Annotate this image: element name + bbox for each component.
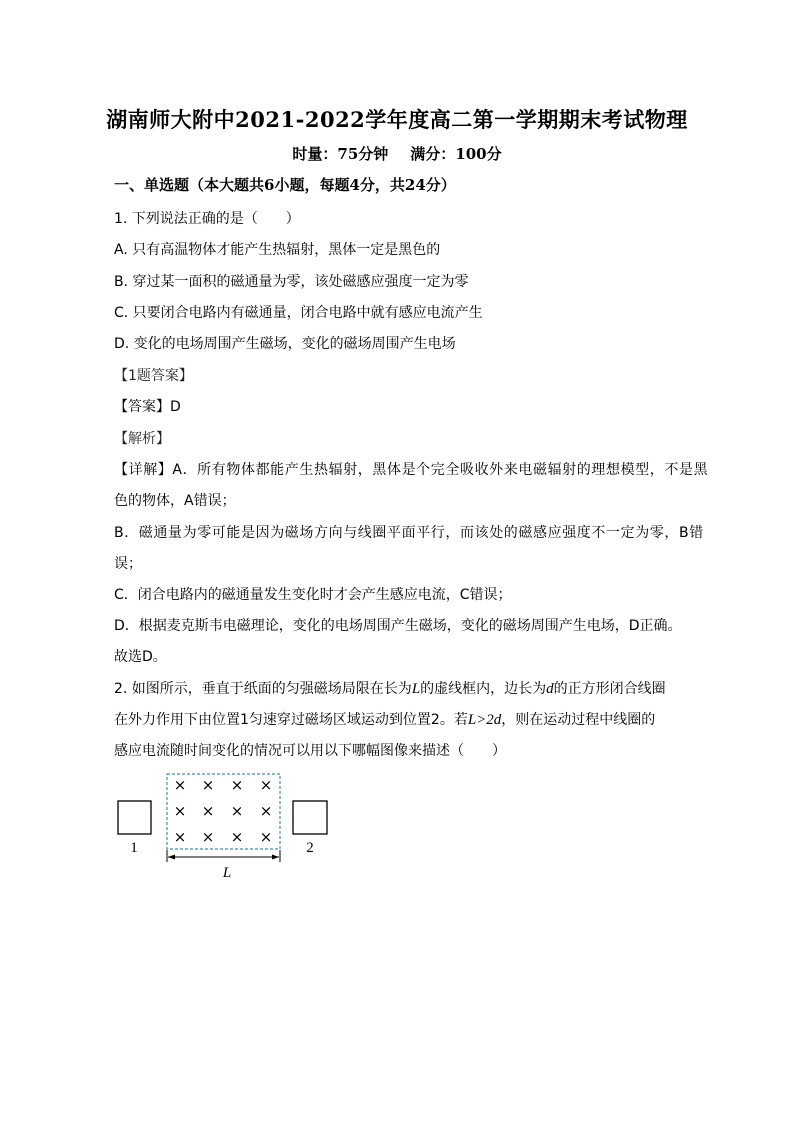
exam-title: 湖南师大附中2021-2022学年度高二第一学期期末考试物理 — [106, 107, 688, 132]
q1-detail-line: 误； — [114, 556, 142, 572]
q1-answer: 【答案】D — [114, 399, 181, 415]
q1-option-c: C. 只要闭合电路内有磁通量，闭合电路中就有感应电流产生 — [114, 305, 483, 321]
condition-L-gt-2d: L>2d — [467, 712, 502, 728]
field-cross-symbol: × — [259, 828, 273, 846]
position-1-label: 1 — [130, 840, 138, 856]
variable-L: L — [411, 681, 421, 697]
dimension-arrow-left — [168, 855, 175, 860]
q1-analysis-tag: 【解析】 — [114, 431, 170, 447]
coil-position-2 — [293, 801, 327, 834]
field-cross-symbol: × — [173, 776, 187, 794]
q1-stem: 1. 下列说法正确的是（ ） — [114, 211, 300, 227]
field-cross-symbol: × — [173, 828, 187, 846]
score-label: 满分：100分 — [410, 145, 502, 163]
position-2-label: 2 — [306, 840, 314, 856]
q2-stem-line-1: 2. 如图所示，垂直于纸面的匀强磁场局限在长为L的虚线框内，边长为d的正方形闭合线圈 — [114, 681, 666, 697]
q1-detail-line: 故选D。 — [114, 649, 167, 665]
field-cross-symbol: × — [201, 776, 215, 794]
q1-detail-line: C．闭合电路内的磁通量发生变化时才会产生感应电流，C错误； — [114, 587, 512, 603]
magnetic-field-figure — [112, 770, 342, 882]
dimension-arrow-right — [272, 855, 279, 860]
field-cross-symbol: × — [259, 802, 273, 820]
q2-stem-line-3: 感应电流随时间变化的情况可以用以下哪幅图像来描述（ ） — [114, 743, 506, 759]
q1-option-a: A. 只有高温物体才能产生热辐射，黑体一定是黑色的 — [114, 242, 441, 258]
field-cross-symbol: × — [259, 776, 273, 794]
q2-stem-line-2: 在外力作用下由位置1匀速穿过磁场区域运动到位置2。若L>2d，则在运动过程中线圈的 — [114, 712, 656, 728]
field-cross-symbol: × — [230, 802, 244, 820]
q1-answer-tag: 【1题答案】 — [114, 368, 193, 384]
variable-d: d — [546, 681, 554, 697]
field-cross-symbol: × — [201, 802, 215, 820]
field-cross-symbol: × — [230, 828, 244, 846]
field-cross-symbol: × — [201, 828, 215, 846]
field-cross-symbol: × — [230, 776, 244, 794]
q1-detail-line: B．磁通量为零可能是因为磁场方向与线圈平面平行，而该处的磁感应强度不一定为零，B错 — [114, 525, 704, 541]
q1-option-d: D. 变化的电场周围产生磁场，变化的磁场周围产生电场 — [114, 336, 456, 352]
coil-position-1 — [118, 801, 151, 834]
q1-detail-line: 【详解】A．所有物体都能产生热辐射，黑体是个完全吸收外来电磁辐射的理想模型，不是黑 — [114, 462, 709, 478]
field-cross-symbol: × — [173, 802, 187, 820]
time-label: 时量：75分钟 — [292, 145, 389, 163]
q1-detail-line: 色的物体，A错误； — [114, 493, 236, 509]
q1-option-b: B. 穿过某一面积的磁通量为零，该处磁感应强度一定为零 — [114, 274, 469, 290]
length-L-label: L — [222, 865, 232, 881]
section-heading: 一、单选题（本大题共6小题，每题4分，共24分） — [114, 176, 456, 194]
q1-detail-line: D．根据麦克斯韦电磁理论，变化的电场周围产生磁场，变化的磁场周围产生电场，D正确。 — [114, 618, 682, 634]
exam-subtitle — [0, 143, 794, 164]
